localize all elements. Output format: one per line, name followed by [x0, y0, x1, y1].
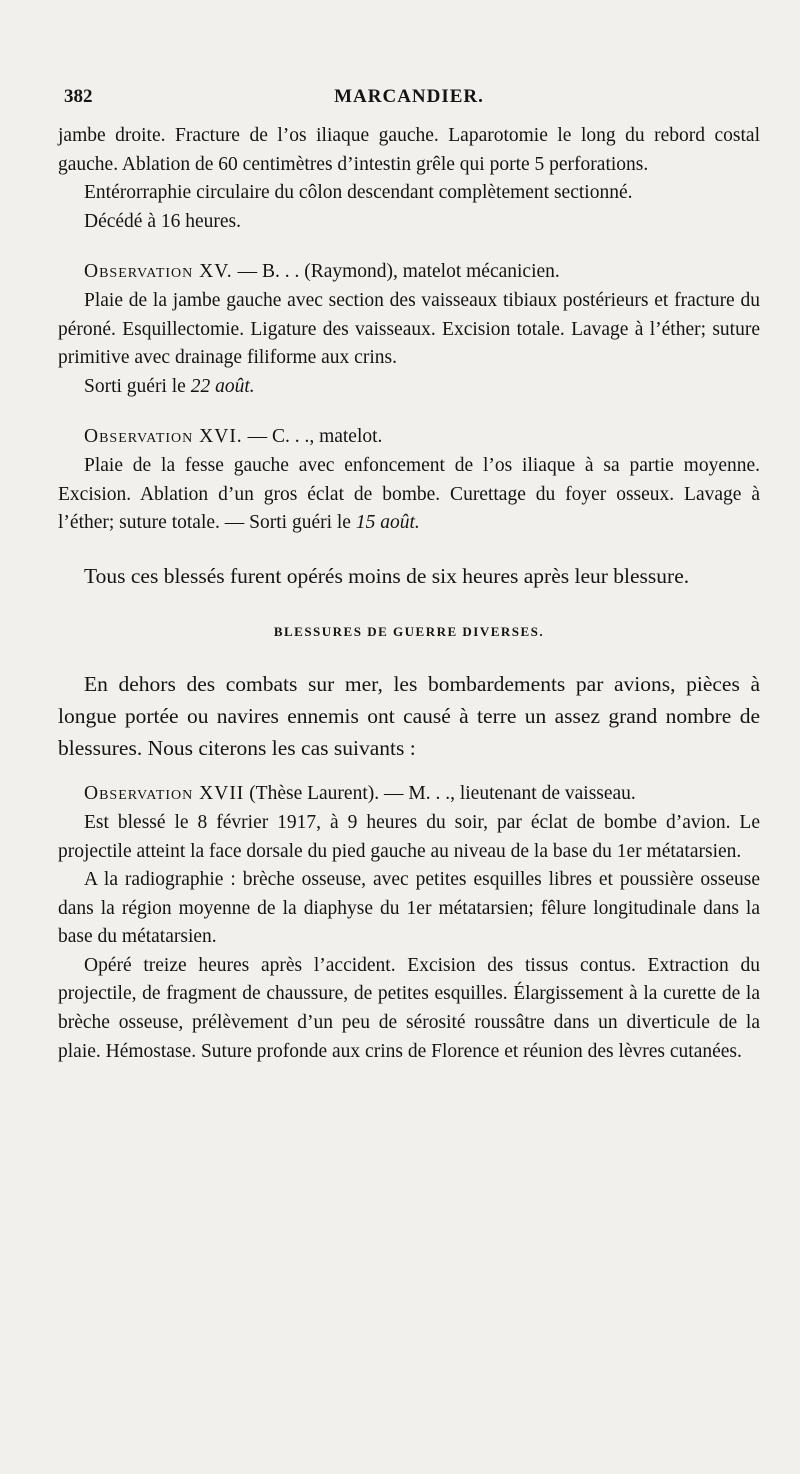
section-heading: BLESSURES DE GUERRE DIVERSES.: [273, 623, 545, 639]
observation-17-title: [58, 780, 760, 809]
observation-16-patient: — C. . ., matelot.: [242, 426, 383, 448]
observation-17-injury: Est blessé le 8 février 1917, à 9 heures du soir, par éclat de bombe d’avion. Le projectile atteint la face dorsale du pied gauche au niveau de la base du 1er métatarsien.: [58, 811, 760, 862]
observation-15-outcome: [58, 373, 760, 402]
summary-paragraph: Tous ces blessés furent opérés moins de six heures après leur blessure.: [84, 563, 690, 588]
observation-15-label: Observation XV.: [84, 261, 233, 283]
observation-16-label: Observation XVI.: [84, 426, 243, 448]
observation-15-outcome-text: Sorti guéri le: [84, 375, 191, 397]
observation-17-operation: Opéré treize heures après l’accident. Excision des tissus contus. Extraction du projectile, de fragment de chaussure, de petites esquilles. Élargissement à la curette de la brèche osseuse, prélèvement d’un peu de sérosité roussâtre dans un diverticule de la plaie. Hémostase. Suture profonde aux crins de Florence et réunion des lèvres cutanées.: [58, 954, 760, 1062]
observation-16-body-text: Plaie de la fesse gauche avec enfoncement de l’os iliaque à sa partie moyenne. Excision. Ablation d’un gros éclat de bombe. Curettage du foyer osseux. Lavage à l’éther; suture totale. — Sorti guéri le: [58, 454, 760, 534]
paragraph-continuation: jambe droite. Fracture de l’os iliaque gauche. Laparotomie le long du rebord costal gauche. Ablation de 60 centimètres d’intestin grêle qui porte 5 perforations.: [58, 125, 760, 175]
running-head: MARCANDIER.: [334, 86, 484, 107]
body-text: [58, 122, 760, 1066]
observation-16-body: [58, 452, 760, 538]
observation-16-title: [58, 423, 760, 452]
observation-15-title: [58, 258, 760, 287]
paragraph-enterorraphie: Entérorraphie circulaire du côlon descendant complètement sectionné.: [84, 182, 633, 204]
page-header: [58, 86, 760, 122]
observation-17-radiography: A la radiographie : brèche osseuse, avec petites esquilles libres et poussière osseuse dans la région moyenne de la diaphyse du 1er métatarsien; fêlure longitudinale dans la base du métatarsien.: [58, 869, 760, 948]
observation-16-outcome-date: 15 août.: [355, 512, 420, 534]
observation-17-patient: (Thèse Laurent). — M. . ., lieutenant de vaisseau.: [244, 783, 636, 805]
page-number: 382: [64, 86, 93, 107]
observation-17-label: Observation XVII: [84, 783, 245, 805]
intro-paragraph: En dehors des combats sur mer, les bombardements par avions, pièces à longue portée ou navires ennemis ont causé à terre un assez grand nombre de blessures. Nous citerons les cas suivants :: [58, 672, 760, 761]
paragraph-deces: Décédé à 16 heures.: [84, 210, 241, 232]
observation-15-body: Plaie de la jambe gauche avec section des vaisseaux tibiaux postérieurs et fracture du péroné. Esquillectomie. Ligature des vaisseaux. Excision totale. Lavage à l’éther; suture primitive avec drainage filiforme aux crins.: [58, 289, 760, 369]
observation-15-patient: — B. . . (Raymond), matelot mécanicien.: [232, 261, 560, 283]
observation-15-outcome-date: 22 août.: [190, 375, 255, 397]
